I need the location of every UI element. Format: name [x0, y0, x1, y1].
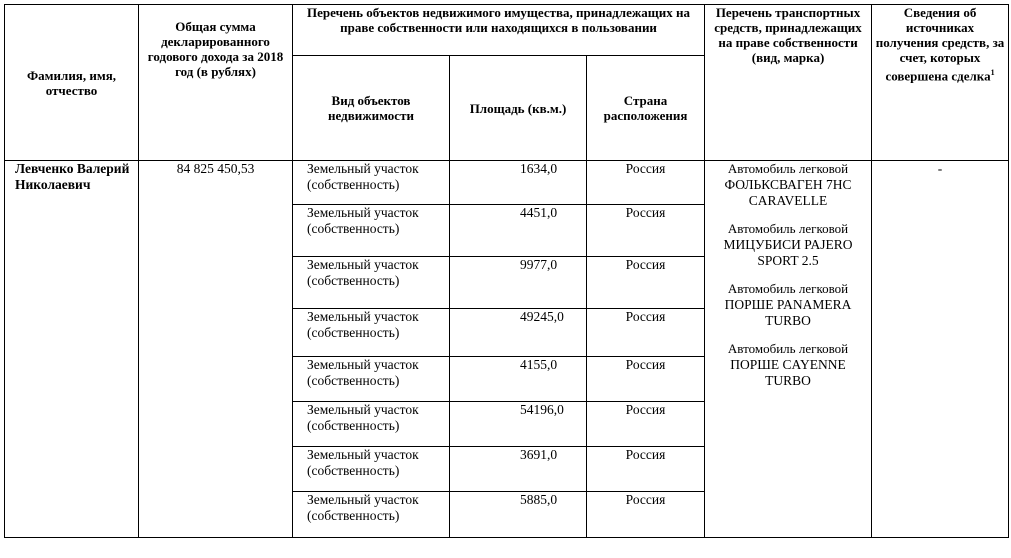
- realty-type-cell: Земельный участок (собственность): [293, 402, 450, 447]
- vehicle-item: [708, 221, 868, 269]
- realty-area-cell: 49245,0: [450, 309, 587, 357]
- realty-country-cell: Россия: [587, 205, 705, 257]
- vehicle-item: [708, 341, 868, 389]
- person-name: Левченко Валерий Николаевич: [5, 161, 139, 538]
- header-country: Страна расположения: [587, 56, 705, 161]
- realty-type-cell: Земельный участок (собственность): [293, 257, 450, 309]
- header-sources-text: Сведения об источниках получения средств, за счет, которых совершена сделка: [875, 5, 1005, 84]
- vehicle-kind: Автомобиль легковой: [727, 221, 849, 236]
- table-row: [5, 161, 1009, 205]
- footnote-marker: 1: [990, 68, 995, 77]
- realty-country-cell: Россия: [587, 309, 705, 357]
- realty-country-cell: Россия: [587, 357, 705, 402]
- vehicles-cell: [705, 161, 872, 538]
- realty-area-cell: 4451,0: [450, 205, 587, 257]
- vehicle-item: [708, 281, 868, 329]
- vehicle-item: [708, 161, 868, 209]
- realty-area-cell: 4155,0: [450, 357, 587, 402]
- header-vehicles: Перечень транспортных средств, принадлежащих на праве собственности (вид, марка): [705, 5, 872, 161]
- realty-country-cell: Россия: [587, 257, 705, 309]
- realty-type-cell: Земельный участок (собственность): [293, 161, 450, 205]
- declaration-table: [4, 4, 1009, 538]
- realty-area-cell: 3691,0: [450, 447, 587, 492]
- header-sources: [872, 5, 1009, 161]
- realty-type-cell: Земельный участок (собственность): [293, 492, 450, 538]
- realty-country-cell: Россия: [587, 447, 705, 492]
- realty-area-cell: 1634,0: [450, 161, 587, 205]
- vehicle-kind: Автомобиль легковой: [727, 281, 849, 296]
- realty-area-cell: 9977,0: [450, 257, 587, 309]
- declaration-page: [4, 4, 1008, 552]
- header-area: Площадь (кв.м.): [450, 56, 587, 161]
- header-income: Общая сумма декларированного годового дохода за 2018 год (в рублях): [139, 5, 293, 161]
- header-name: Фамилия, имя, отчество: [5, 5, 139, 161]
- vehicle-kind: Автомобиль легковой: [727, 341, 849, 356]
- header-realty-group: Перечень объектов недвижимого имущества, принадлежащих на праве собственности или находящихся в пользовании: [293, 5, 705, 56]
- vehicle-model: ПОРШЕ PANAMERA TURBO: [724, 297, 852, 328]
- header-realty-type: Вид объектов недвижимости: [293, 56, 450, 161]
- realty-area-cell: 54196,0: [450, 402, 587, 447]
- vehicle-model: ПОРШЕ CAYENNE TURBO: [730, 357, 846, 388]
- realty-area-cell: 5885,0: [450, 492, 587, 538]
- realty-country-cell: Россия: [587, 161, 705, 205]
- realty-type-cell: Земельный участок (собственность): [293, 205, 450, 257]
- realty-type-cell: Земельный участок (собственность): [293, 357, 450, 402]
- person-income: 84 825 450,53: [139, 161, 293, 538]
- realty-country-cell: Россия: [587, 492, 705, 538]
- person-sources: -: [872, 161, 1009, 538]
- vehicle-kind: Автомобиль легковой: [727, 161, 849, 176]
- realty-type-cell: Земельный участок (собственность): [293, 309, 450, 357]
- vehicle-model: ФОЛЬКСВАГЕН 7НС CARAVELLE: [724, 177, 852, 208]
- realty-type-cell: Земельный участок (собственность): [293, 447, 450, 492]
- realty-country-cell: Россия: [587, 402, 705, 447]
- vehicle-model: МИЦУБИСИ PAJERO SPORT 2.5: [723, 237, 853, 268]
